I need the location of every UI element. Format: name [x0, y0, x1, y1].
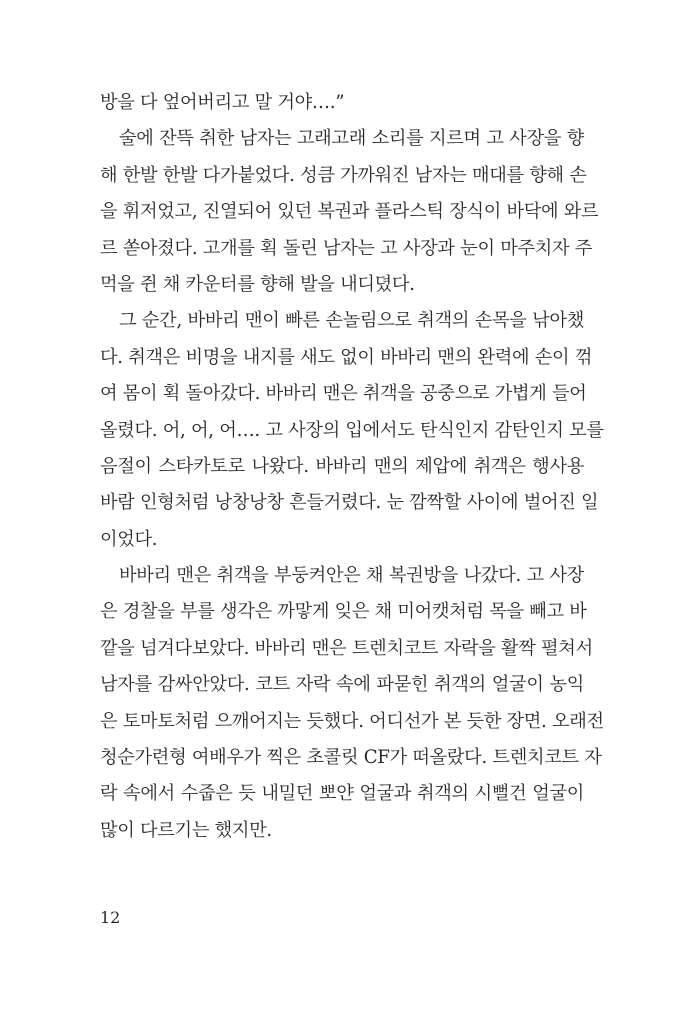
text-line: 술에 잔뜩 취한 남자는 고래고래 소리를 지르며 고 사장을 향: [119, 128, 584, 150]
text-line: 르 쏟아졌다. 고개를 획 돌린 남자는 고 사장과 눈이 마주치자 주: [100, 237, 593, 259]
text-line: 을 휘저었고, 진열되어 있던 복권과 플라스틱 장식이 바닥에 와르: [100, 201, 599, 223]
text-line: 바람 인형처럼 낭창낭창 흔들거렸다. 눈 깜짝할 사이에 벌어진 일: [100, 492, 599, 514]
text-line: 음절이 스타카토로 나왔다. 바바리 맨의 제압에 취객은 행사용: [100, 455, 584, 477]
text-line: 남자를 감싸안았다. 코트 자락 속에 파묻힌 취객의 얼굴이 농익: [100, 674, 584, 696]
text-line: 다. 취객은 비명을 내지를 새도 없이 바바리 맨의 완력에 손이 꺾: [100, 346, 593, 368]
text-line: 깥을 넘겨다보았다. 바바리 맨은 트렌치코트 자락을 활짝 펼쳐서: [100, 637, 593, 659]
text-line: 은 경찰을 부를 생각은 까맣게 잊은 채 미어캣처럼 목을 빼고 바: [100, 601, 587, 623]
text-line: 먹을 쥔 채 카운터를 향해 발을 내디뎠다.: [100, 273, 415, 295]
text-line: 올렸다. 어, 어, 어…. 고 사장의 입에서도 탄식인지 감탄인지 모를: [100, 419, 604, 441]
text-line: 청순가련형 여배우가 찍은 초콜릿 CF가 떠올랐다. 트렌치코트 자: [100, 747, 602, 769]
text-line: 그 순간, 바바리 맨이 빠른 손놀림으로 취객의 손목을 낚아챘: [119, 310, 584, 332]
text-line: 이었다.: [100, 528, 158, 550]
page-number: 12: [100, 908, 121, 927]
text-line: 해 한발 한발 다가붙었다. 성큼 가까워진 남자는 매대를 향해 손: [100, 164, 587, 186]
text-line: 은 토마토처럼 으깨어지는 듯했다. 어디선가 본 듯한 장면. 오래전: [100, 710, 604, 732]
text-line: 락 속에서 수줍은 듯 내밀던 뽀얀 얼굴과 취객의 시뻘건 얼굴이: [100, 783, 584, 805]
text-line: 여 몸이 획 돌아갔다. 바바리 맨은 취객을 공중으로 가볍게 들어: [100, 383, 587, 405]
text-line: 많이 다르기는 했지만.: [100, 819, 272, 841]
text-line: 바바리 맨은 취객을 부둥켜안은 채 복권방을 나갔다. 고 사장: [119, 565, 584, 587]
body-text: [100, 85, 604, 849]
text-line: 방을 다 엎어버리고 말 거야….”: [100, 92, 345, 113]
